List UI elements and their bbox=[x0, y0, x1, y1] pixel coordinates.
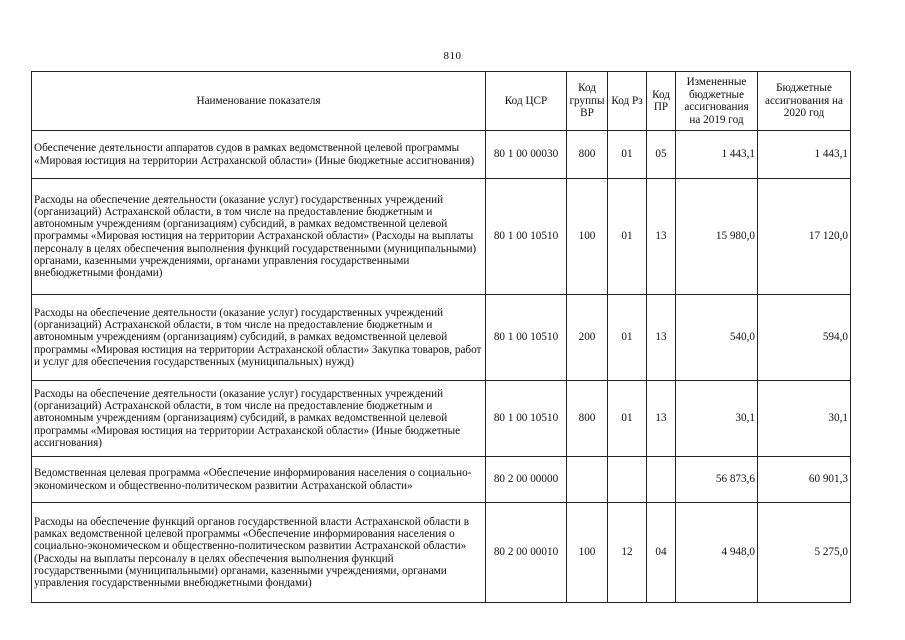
header-vr: Код группы ВР bbox=[567, 72, 608, 131]
row-pr: 13 bbox=[647, 381, 676, 457]
row-name: Расходы на обеспечение деятельности (оказание услуг) государственных учреждений (организаций) Астраханской области, в том числе на предоставление бюджетным и автономным учреждениям (организациям) субсидий, в рамках ведомственной целевой программы «Мировая юстиция на территории Астраханской области» Закупка товаров, работ и услуг для обеспечения государственных (муниципальных) нужд) bbox=[32, 295, 486, 381]
row-vr: 100 bbox=[567, 503, 608, 603]
table-row bbox=[32, 179, 851, 295]
row-2019: 15 980,0 bbox=[676, 179, 758, 295]
table-row bbox=[32, 131, 851, 179]
row-2019: 1 443,1 bbox=[676, 131, 758, 179]
row-rz: 01 bbox=[608, 295, 647, 381]
row-rz: 01 bbox=[608, 179, 647, 295]
table-row bbox=[32, 295, 851, 381]
budget-table bbox=[31, 71, 851, 603]
row-2020: 60 901,3 bbox=[758, 457, 851, 503]
row-csr: 80 1 00 10510 bbox=[486, 179, 567, 295]
row-name: Обеспечение деятельности аппаратов судов в рамках ведомственной целевой программы «Мировая юстиция на территории Астраханской области» (Иные бюджетные ассигнования) bbox=[32, 131, 486, 179]
row-name: Расходы на обеспечение функций органов государственной власти Астраханской области в рамках ведомственной целевой программы «Обеспечение информирования населения о социально-экономическом и общественно-политическом развитии Астраханской области» (Расходы на выплаты персоналу в целях обеспечения выполнения функций государственными (муниципальными) органами, казенными учреждениями, органами управления государственными внебюджетными фондами) bbox=[32, 503, 486, 603]
header-csr: Код ЦСР bbox=[486, 72, 567, 131]
row-name: Расходы на обеспечение деятельности (оказание услуг) государственных учреждений (организаций) Астраханской области, в том числе на предоставление бюджетным и автономным учреждениям (организациям) субсидий, в рамках ведомственной целевой программы «Мировая юстиция на территории Астраханской области» (Расходы на выплаты персоналу в целях обеспечения выполнения функций государственными (муниципальными) органами, казенными учреждениями, органами управления государственными внебюджетными фондами) bbox=[32, 179, 486, 295]
row-vr: 100 bbox=[567, 179, 608, 295]
table-row bbox=[32, 503, 851, 603]
row-pr bbox=[647, 457, 676, 503]
header-pr: Код ПР bbox=[647, 72, 676, 131]
row-2019: 4 948,0 bbox=[676, 503, 758, 603]
row-2019: 56 873,6 bbox=[676, 457, 758, 503]
header-name: Наименование показателя bbox=[32, 72, 486, 131]
row-2020: 17 120,0 bbox=[758, 179, 851, 295]
row-rz: 01 bbox=[608, 131, 647, 179]
row-rz: 01 bbox=[608, 381, 647, 457]
table-row bbox=[32, 457, 851, 503]
header-rz: Код Рз bbox=[608, 72, 647, 131]
page-number: 810 bbox=[443, 50, 462, 62]
row-pr: 13 bbox=[647, 179, 676, 295]
header-2020: Бюджетные ассигнования на 2020 год bbox=[758, 72, 851, 131]
table-row bbox=[32, 381, 851, 457]
row-rz bbox=[608, 457, 647, 503]
row-name: Ведомственная целевая программа «Обеспечение информирования населения о социально-экономическом и общественно-политическом развитии Астраханской области» bbox=[32, 457, 486, 503]
row-rz: 12 bbox=[608, 503, 647, 603]
row-pr: 04 bbox=[647, 503, 676, 603]
row-2020: 5 275,0 bbox=[758, 503, 851, 603]
row-2020: 1 443,1 bbox=[758, 131, 851, 179]
row-2019: 30,1 bbox=[676, 381, 758, 457]
row-2020: 30,1 bbox=[758, 381, 851, 457]
row-pr: 13 bbox=[647, 295, 676, 381]
row-vr: 800 bbox=[567, 381, 608, 457]
row-csr: 80 1 00 00030 bbox=[486, 131, 567, 179]
row-csr: 80 1 00 10510 bbox=[486, 381, 567, 457]
row-2019: 540,0 bbox=[676, 295, 758, 381]
row-vr bbox=[567, 457, 608, 503]
header-2019: Измененные бюджетные ассигнования на 2019 год bbox=[676, 72, 758, 131]
row-csr: 80 2 00 00010 bbox=[486, 503, 567, 603]
row-2020: 594,0 bbox=[758, 295, 851, 381]
row-vr: 200 bbox=[567, 295, 608, 381]
row-pr: 05 bbox=[647, 131, 676, 179]
table-header-row bbox=[32, 72, 851, 131]
row-csr: 80 2 00 00000 bbox=[486, 457, 567, 503]
row-vr: 800 bbox=[567, 131, 608, 179]
row-csr: 80 1 00 10510 bbox=[486, 295, 567, 381]
row-name: Расходы на обеспечение деятельности (оказание услуг) государственных учреждений (организаций) Астраханской области, в том числе на предоставление бюджетным и автономным учреждениям (организациям) субсидий, в рамках ведомственной целевой программы «Мировая юстиция на территории Астраханской области» (Иные бюджетные ассигнования) bbox=[32, 381, 486, 457]
